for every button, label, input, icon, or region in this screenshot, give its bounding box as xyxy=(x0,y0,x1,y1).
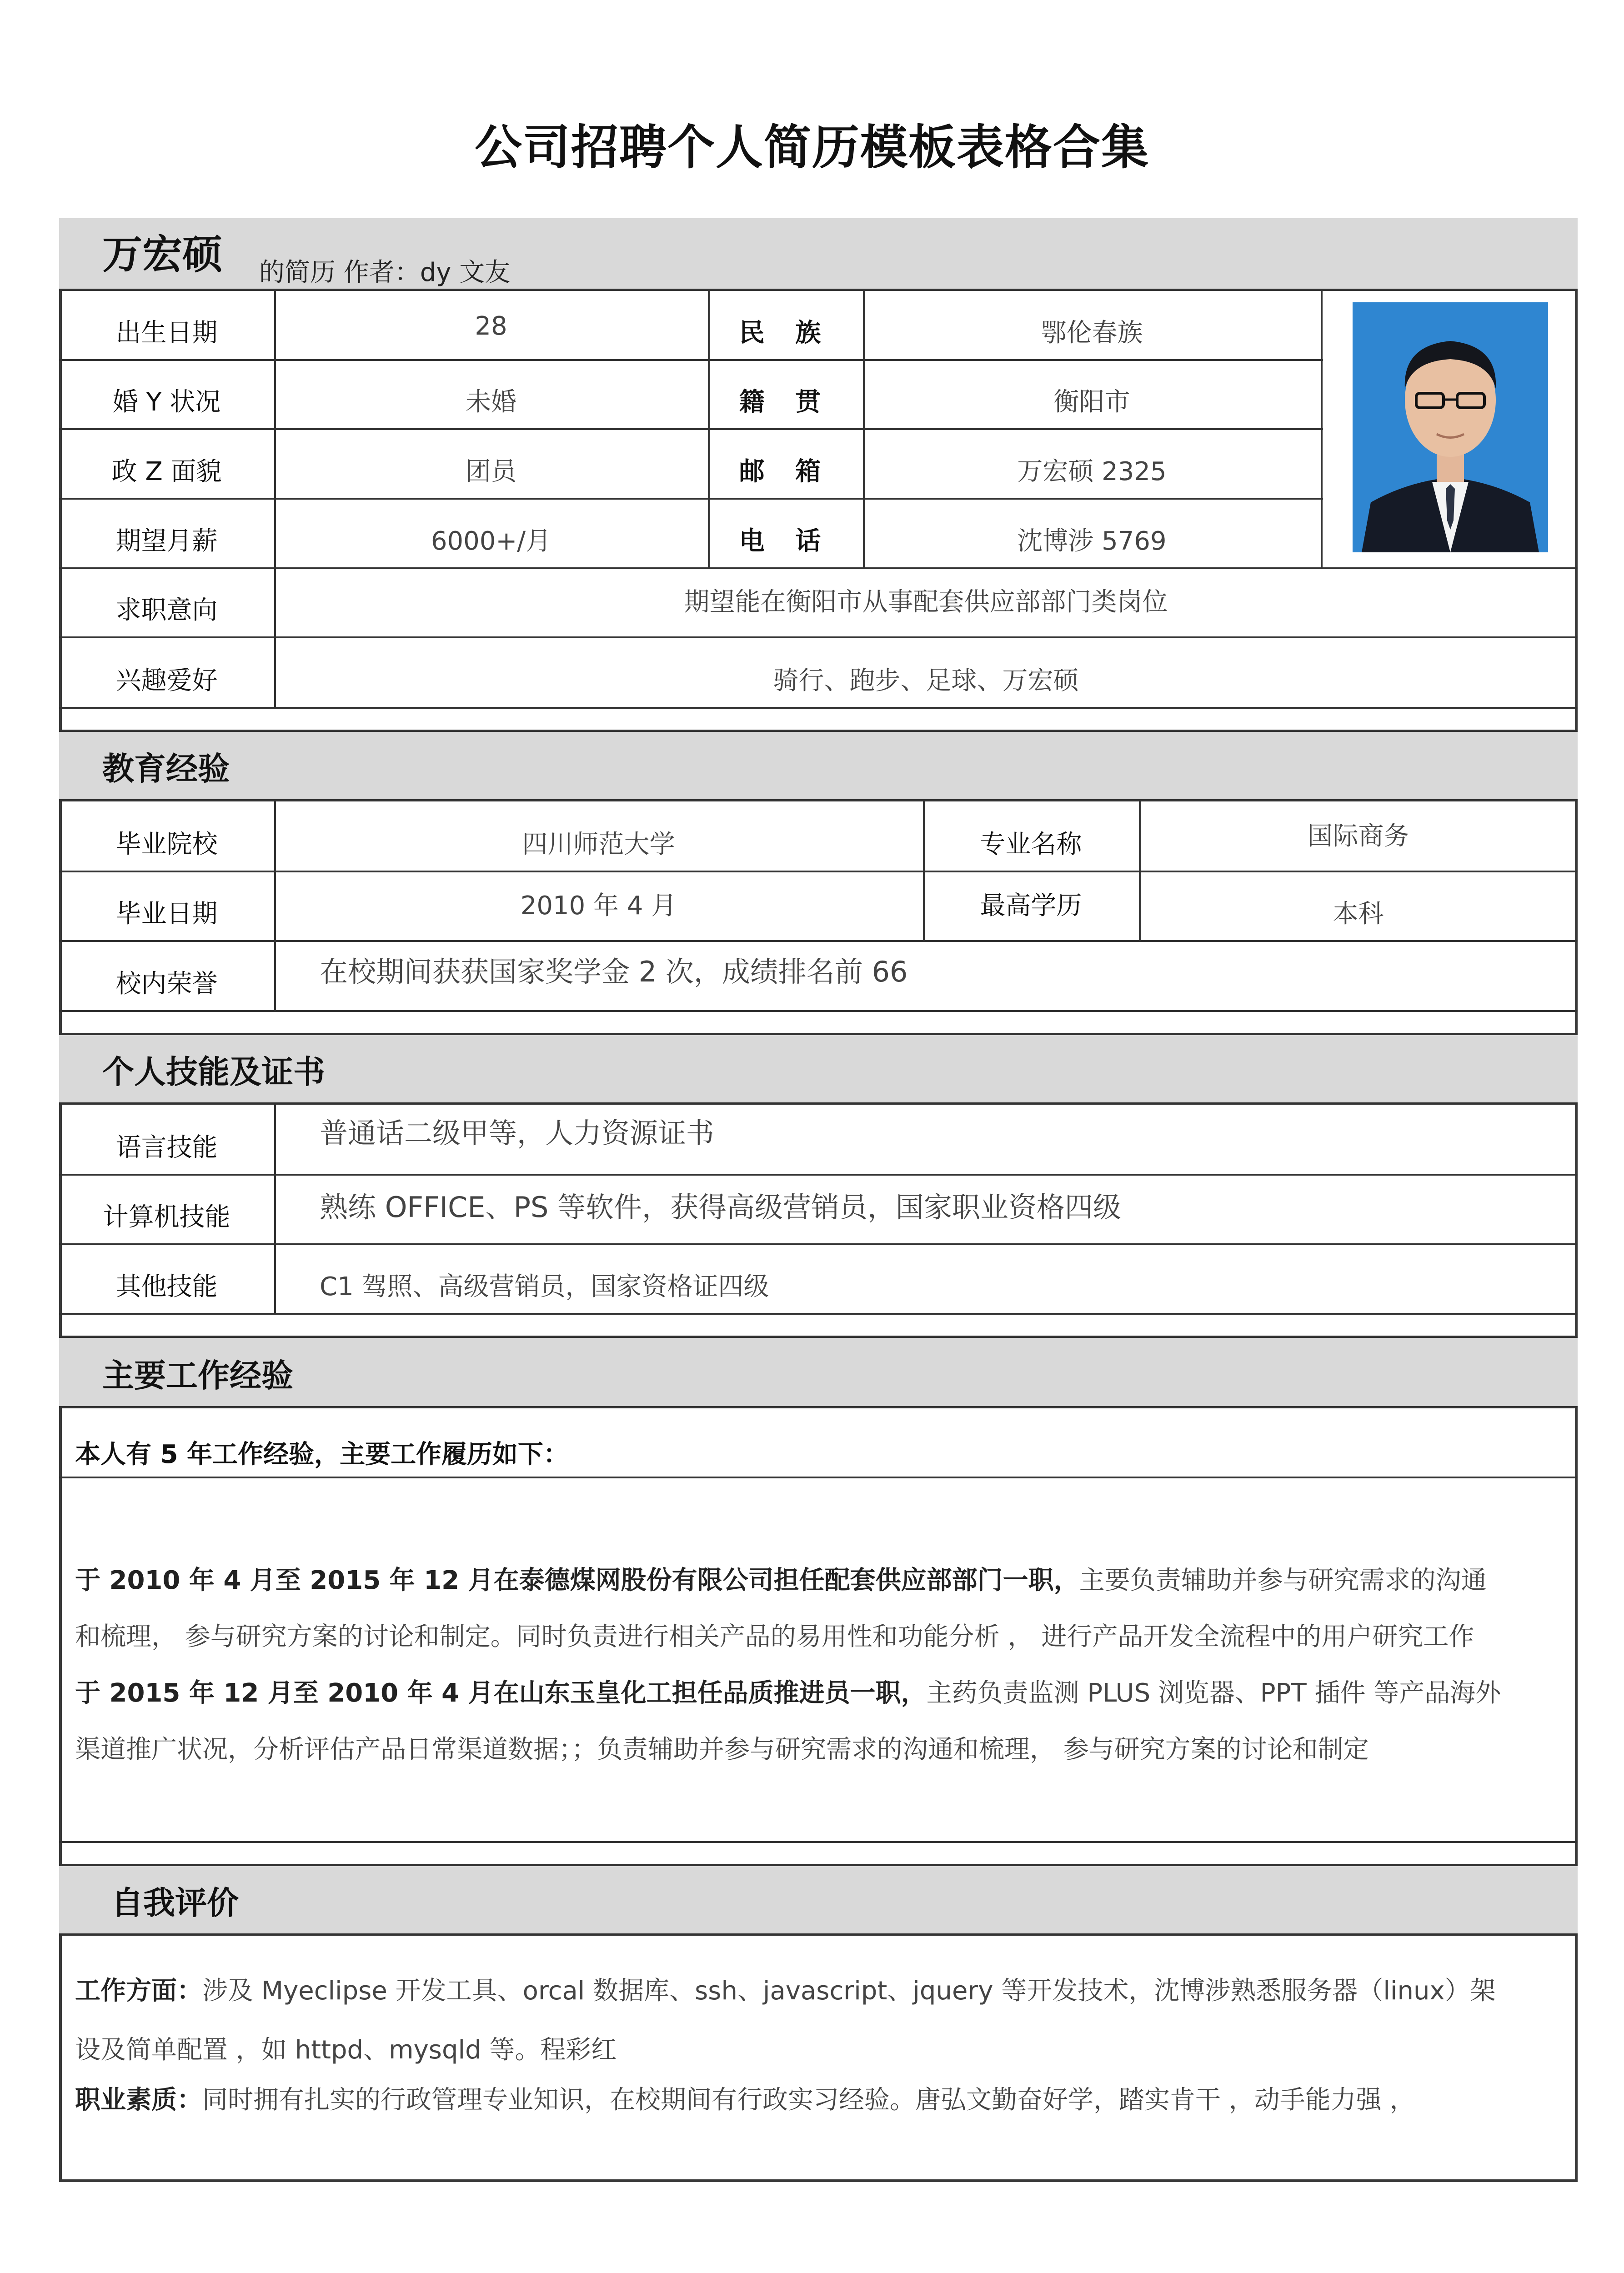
resume-byline: 的简历 作者：dy 文友 xyxy=(259,258,511,287)
school-value: 四川师范大学 xyxy=(522,830,675,859)
major-value: 国际商务 xyxy=(1307,821,1409,851)
ethnic-value: 鄂伦春族 xyxy=(1041,318,1143,348)
phone-label: 电 话 xyxy=(739,526,832,556)
self-eval-section-title: 自我评价 xyxy=(111,1884,239,1922)
political-label: 政 Z 面貌 xyxy=(111,457,222,486)
job-entry-1 xyxy=(75,1552,1566,1609)
marital-label: 婚 Y 状况 xyxy=(112,387,221,417)
job-2-desc-cont: 渠道推广状况，分析评估产品日常渠道数据；；负责辅助并参与研究需求的沟通和梳理， 参与研究方案的讨论和制定 xyxy=(75,1735,1369,1764)
work-aspect xyxy=(75,1962,1566,2021)
job-1-desc-cont: 和梳理， 参与研究方案的讨论和制定。同时负责进行相关产品的易用性和功能分析 ， 进行产品开发全流程中的用户研究工作 xyxy=(75,1622,1474,1652)
intent-value: 期望能在衡阳市从事配套供应部部门类岗位 xyxy=(684,587,1168,617)
row-divider xyxy=(59,1841,1578,1843)
language-skill-value: 普通话二级甲等，人力资源证书 xyxy=(320,1116,715,1150)
hobby-label: 兴趣爱好 xyxy=(115,666,218,696)
other-skill-value: C1 驾照、高级营销员，国家资格证四级 xyxy=(320,1272,769,1302)
honor-label: 校内荣誉 xyxy=(115,969,218,999)
quality-text: 同时拥有扎实的行政管理专业知识，在校期间有行政实习经验。唐弘文勤奋好学，踏实肯干 ，动手能力强 ， xyxy=(202,2085,1415,2115)
ethnic-label: 民 族 xyxy=(739,318,832,348)
marital-value: 未婚 xyxy=(466,387,516,417)
skills-section-header xyxy=(59,1033,1578,1105)
work-history-text xyxy=(75,1552,1566,1778)
degree-value: 本科 xyxy=(1333,899,1384,929)
birth-value: 28 xyxy=(475,311,507,341)
salary-value: 6000+/月 xyxy=(431,526,551,556)
school-label: 毕业院校 xyxy=(115,830,218,859)
quality-aspect xyxy=(75,2071,1566,2130)
applicant-photo xyxy=(1353,302,1548,552)
portrait-image xyxy=(1353,302,1548,552)
birth-label: 出生日期 xyxy=(115,318,218,348)
quality-label: 职业素质： xyxy=(75,2085,202,2115)
work-aspect-label: 工作方面： xyxy=(75,1976,202,2006)
other-skill-label: 其他技能 xyxy=(115,1272,218,1302)
salary-label: 期望月薪 xyxy=(115,526,218,556)
row-divider xyxy=(59,1313,1578,1315)
job-2-desc: 主药负责监测 PLUS 浏览器、PPT 插件 等产品海外 xyxy=(926,1678,1501,1708)
phone-value: 沈博涉 5769 xyxy=(1017,526,1167,556)
language-skill-label: 语言技能 xyxy=(115,1133,218,1162)
education-section-title: 教育经验 xyxy=(102,750,230,787)
intent-label: 求职意向 xyxy=(115,596,218,625)
major-label: 专业名称 xyxy=(980,830,1082,859)
column-divider xyxy=(1321,291,1323,567)
computer-skill-value: 熟练 OFFICE、PS 等软件，获得高级营销员，国家职业资格四级 xyxy=(320,1191,1122,1224)
job-entry-2 xyxy=(75,1665,1566,1722)
skills-section-title: 个人技能及证书 xyxy=(102,1053,325,1091)
job-1-heading: 于 2010 年 4 月至 2015 年 12 月在泰德煤网股份有限公司担任配套供应部部门一职， xyxy=(75,1566,1079,1595)
grad-date-value: 2010 年 4 月 xyxy=(520,891,677,921)
work-summary: 本人有 5 年工作经验，主要工作履历如下： xyxy=(75,1440,569,1469)
hobby-value: 骑行、跑步、足球、万宏硕 xyxy=(773,666,1079,696)
row-divider xyxy=(59,707,1578,709)
row-divider xyxy=(59,1477,1578,1478)
work-section-title: 主要工作经验 xyxy=(102,1357,293,1394)
email-label: 邮 箱 xyxy=(739,457,832,486)
job-2-heading: 于 2015 年 12 月至 2010 年 4 月在山东玉皇化工担任品质推进员一职， xyxy=(75,1678,927,1708)
email-value: 万宏硕 2325 xyxy=(1017,457,1167,486)
computer-skill-label: 计算机技能 xyxy=(103,1202,231,1232)
work-aspect-cont: 设及简单配置 ，如 httpd、mysqld 等。程彩红 xyxy=(75,2035,617,2065)
document-title: 公司招聘个人简历模板表格合集 xyxy=(474,120,1149,175)
origin-label: 籍 贯 xyxy=(739,387,832,417)
work-aspect-text: 涉及 Myeclipse 开发工具、orcal 数据库、ssh、javascript、jquery 等开发技术，沈博涉熟悉服务器（linux）架 xyxy=(202,1976,1496,2006)
education-section-header xyxy=(59,730,1578,801)
political-value: 团员 xyxy=(466,457,516,486)
self-eval-text xyxy=(75,1962,1566,2130)
grad-date-label: 毕业日期 xyxy=(115,899,218,929)
honor-value: 在校期间获获国家奖学金 2 次，成绩排名前 66 xyxy=(320,955,908,988)
work-section-header xyxy=(59,1336,1578,1408)
applicant-name: 万宏硕 xyxy=(102,231,223,278)
self-eval-section-header xyxy=(59,1864,1578,1936)
origin-value: 衡阳市 xyxy=(1053,387,1130,417)
row-divider xyxy=(59,1010,1578,1012)
job-1-desc: 主要负责辅助并参与研究需求的沟通 xyxy=(1079,1566,1487,1595)
degree-label: 最高学历 xyxy=(980,891,1082,921)
